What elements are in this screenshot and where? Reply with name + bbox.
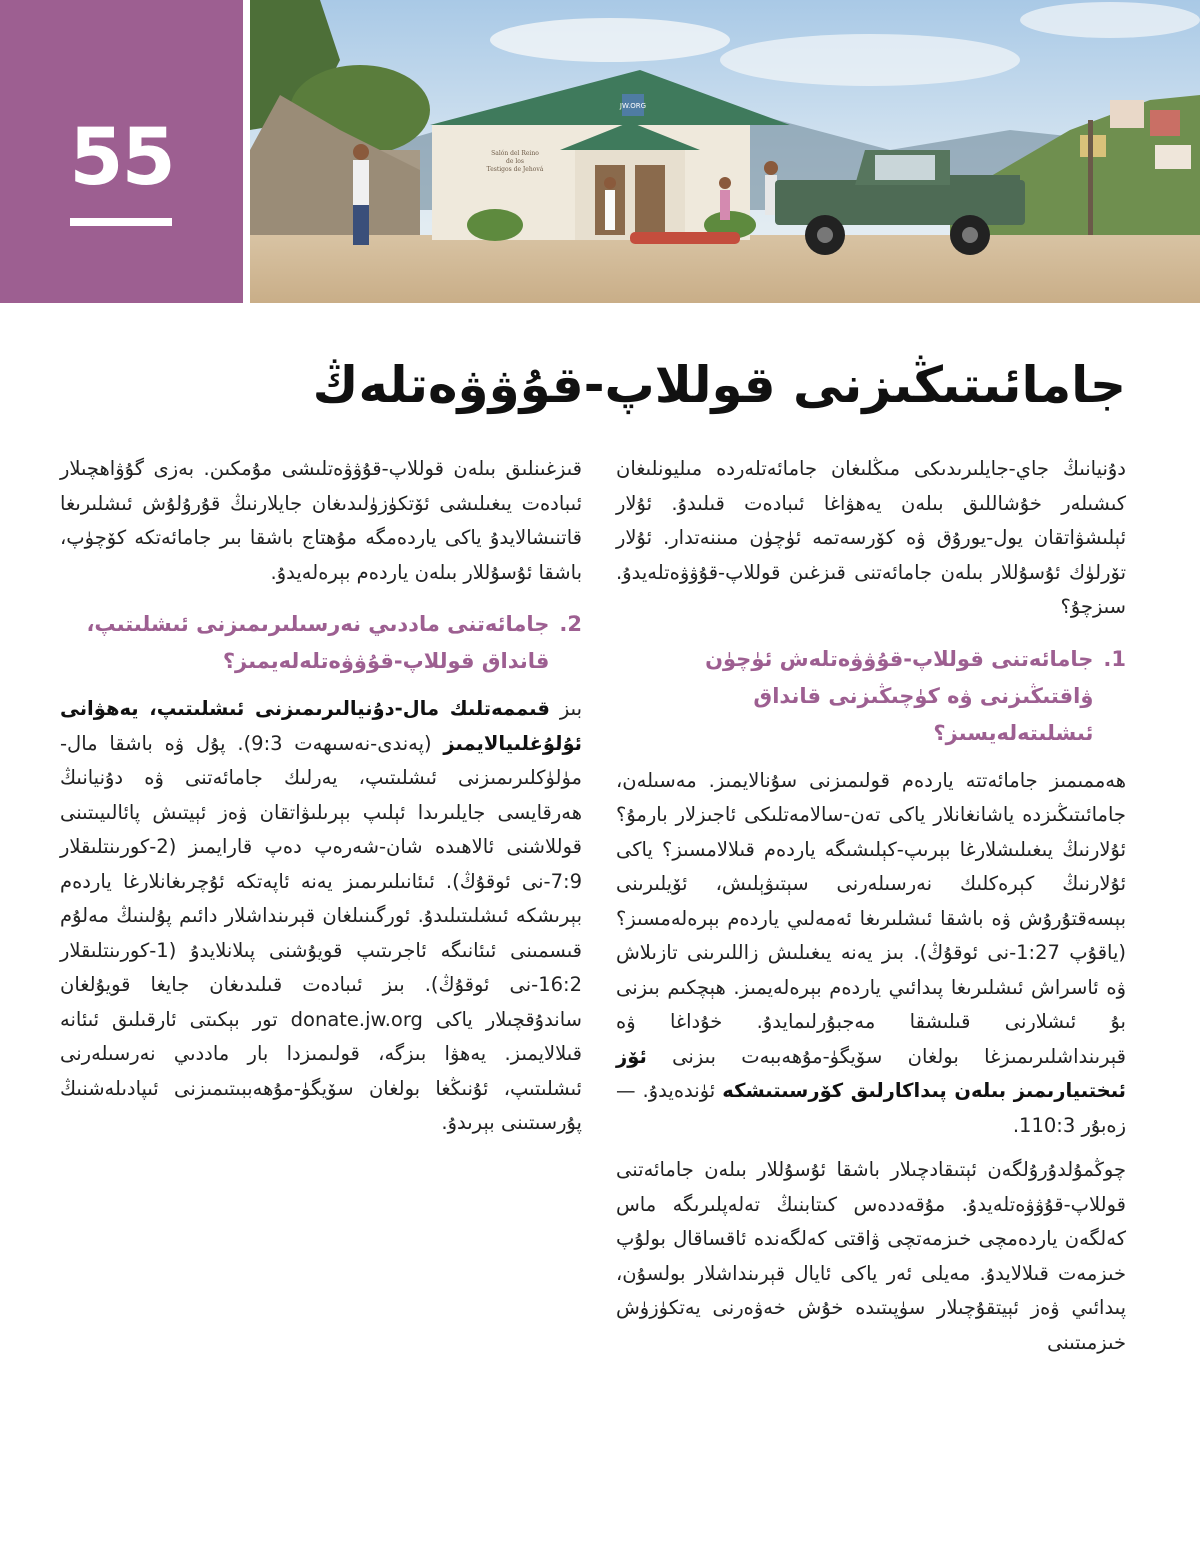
intro-paragraph: دۇنيانىڭ جاي-جايلىرىدىكى مىڭلىغان جامائەتلەردە مىليونلىغان كىشىلەر خۇشاللىق بىلەن يەھۋاغا ئىبادەت قىلىدۇ. ئۇلار ئېلىشۋاتقان يول-يورۇق ۋە كۆرسەتمە ئۈچۈن مىننەتدار. ئۇلار تۆرلۈك ئۇسۇللار بىلەن جامائەتنى قىزغىن قوللاپ-قۇۋۋەتلەيدۇ. سىزچۇ؟ — [616, 457, 1126, 618]
lesson-number-underline — [70, 218, 172, 226]
page-title: جامائىتىڭىزنى قوللاپ-قۇۋۋەتلەڭ — [312, 356, 1126, 414]
answer-2-end: تور بېكىتى ئارقىلىق ئىئانە قىلالايمىز. يەھۋا بىزگە، قولىمىزدا بار ماددىي نەرسىلەرنى ئىشلىتىپ، ئۇنىڭغا بولغان سۆيگۈ-مۇھەببىتىمىزنى ئىپادىلەشنىڭ پۇرسىتىنى بېرىدۇ. — [60, 1007, 582, 1134]
answer-1-text: ھەممىمىز جامائەتتە ياردەم قولىمىزنى سۇنالايمىز. مەسىلەن، جامائىتىڭىزدە ياشانغانلار ياكى تەن-سالامەتلىكى ئاجىزلار بارمۇ؟ ئۇلارنىڭ يىغىلىشلارغا بېرىپ-كېلىشىگە ياردەم قىلالامسىز؟ ياكى ئۇلارنىڭ كېرەكلىك نەرسىلەرنى سېتىۋېلىش، ئۆيلىرىنى بېسەقتۇرۇش ۋە باشقا ئىشلىرىغا ئەمەلىي ياردەم بېرەلەمسىز؟ (ياقۇپ 1:27-نى ئوقۇڭ). بىز يەنە يىغىلىش زاللىرىنى تازىلاش ۋە ئاسراش ئىشلىرىغا پىدائىي ياردەم بېرەلەيمىز. ھېچكىم بىزنى بۇ ئىشلارنى قىلىشقا مەجبۇرلىمايدۇ. خۇداغا ۋە قېرىنداشلىرىمىزغا بولغان سۆيگۈ-مۇھەببەت بىزنى — [616, 768, 1126, 1068]
question-1-text: جامائەتنى قوللاپ-قۇۋۋەتلەش ئۈچۈن ۋاقتىڭىزنى ۋە كۈچىڭىزنى قانداق ئىشلىتەلەيسىز؟ — [705, 646, 1094, 745]
answer-1-end: ئۈندەيدۇ. — زەبۇر 110:3. — [616, 1079, 1126, 1137]
lesson-number-box — [0, 0, 243, 303]
hall-sign-line1: Salón del Reino — [491, 150, 539, 157]
answer-1-bold: ئۆز ئىختىيارىمىز بىلەن پىداكارلىق كۆرسىتىشكە — [616, 1044, 1126, 1102]
question-1 — [616, 641, 1126, 752]
left-column — [60, 452, 582, 1151]
hall-sign-line3: Testigos de Jehová — [486, 166, 544, 173]
answer-2-paragraph — [60, 692, 582, 1141]
answer-2-bold: قىممەتلىك مال-دۇنيالىرىمىزنى ئىشلىتىپ، يەھۋانى ئۇلۇغلىيالايمىز — [60, 697, 582, 755]
hall-sign-line2: de los — [506, 158, 524, 165]
question-2-text: جامائەتنى ماددىي نەرسىلىرىمىزنى ئىشلىتىپ، قانداق قوللاپ-قۇۋۋەتلەلەيمىز؟ — [86, 612, 550, 673]
answer-2-start: بىز — [559, 697, 582, 720]
jw-logo: JW.ORG — [619, 102, 647, 110]
ground — [250, 235, 1200, 303]
hero-illustration — [250, 0, 1200, 303]
answer-1-paragraph — [616, 764, 1126, 1144]
answer-1-paragraph-2: چوڭمۇلدۇرۇلگەن ئېتىقادچىلار باشقا ئۇسۇللار بىلەن جامائەتنى قوللاپ-قۇۋۋەتلەيدۇ. مۇقەددەس كىتابنىڭ تەلەپلىرىگە ماس كەلگەن ياردەمچى خىزمەتچى ۋاقتى كەلگەندە ئاقساقال بولۇپ خىزمەت قىلالايدۇ. مەيلى ئەر ياكى ئايال قېرىنداشلار بولسۇن، پىدائىي ۋەز ئېيتقۇچىلار سۈپىتىدە خۇش خەۋەرنى يەتكۈزۈش خىزمىتىنى — [616, 1158, 1126, 1354]
continued-paragraph: قىزغىنلىق بىلەن قوللاپ-قۇۋۋەتلىشى مۇمكىن. بەزى گۇۋاھچىلار ئىبادەت يىغىلىشى ئۆتكۈزۈلىدىغان جايلارنىڭ قۇرۇلۇش ئىشلىرىغا قاتنىشالايدۇ ياكى ياردەمگە مۇھتاج باشقا بىر جامائەتكە كۆچۈپ، باشقا ئۇسۇللار بىلەن ياردەم بېرەلەيدۇ. — [60, 457, 582, 584]
right-column — [616, 452, 1126, 1370]
kingdom-hall-scene — [250, 0, 1200, 303]
question-2 — [60, 606, 582, 680]
lesson-number: 55 — [69, 113, 174, 203]
donate-link[interactable]: donate.jw.org — [290, 1007, 423, 1031]
question-1-number: 1. — [1103, 646, 1126, 671]
question-2-number: 2. — [559, 612, 582, 636]
answer-2-text: (پەندى-نەسىھەت 9:3). پۇل ۋە باشقا مال-مۈلۈكلىرىمىزنى ئىشلىتىپ، يەرلىك جامائەتنى ۋە دۇنيانىڭ ھەرقايسى جايلىرىدا ئېلىپ بېرىلىۋاتقان ۋەز ئېيتىش پائالىيىتىنى قوللاشنى ئالاھىدە شان-شەرەپ دەپ قارايمىز (2-كورىنتلىقلار 7:9-نى ئوقۇڭ). ئىئانىلىرىمىز يەنە ئاپەتكە ئۇچرىغانلارغا ياردەم بېرىشكە ئىشلىتىلىدۇ. ئورگىنىلغان قېرىنداشلار دائىم پۇلىنىڭ مەلۇم قىسمىنى ئىئانىگە ئاجرىتىپ قويۇشنى پىلانلايدۇ (1-كورىنتلىقلار 16:2-نى ئوقۇڭ). بىز ئىبادەت قىلىدىغان جايغا قويۇلغان ساندۇقچىلار ياكى — [60, 731, 583, 1031]
